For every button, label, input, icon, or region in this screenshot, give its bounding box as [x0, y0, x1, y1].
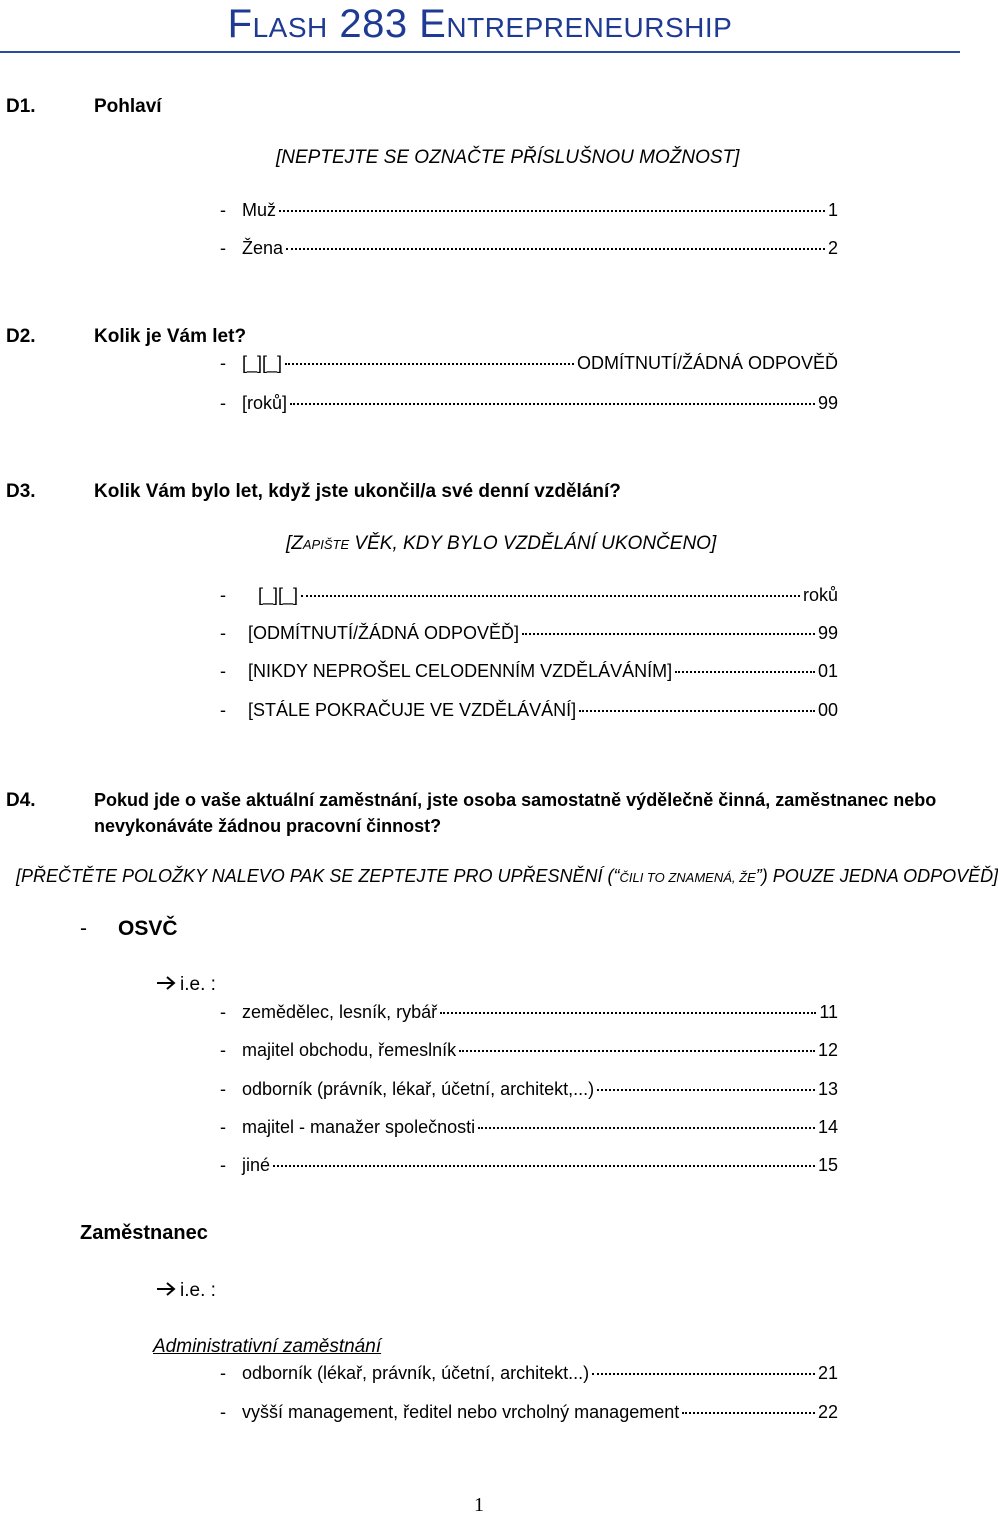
option-dash: -	[220, 1402, 226, 1422]
option-d4-21[interactable]	[220, 1363, 838, 1384]
leader-dots	[579, 710, 815, 712]
option-code: 99	[817, 393, 838, 413]
option-label: odborník (lékař, právník, účetní, architekt...)	[242, 1363, 590, 1383]
option-code: 1	[827, 200, 838, 220]
arrow-right-icon	[156, 974, 180, 996]
leader-dots	[440, 1012, 816, 1014]
leader-dots	[301, 595, 800, 597]
option-d2-years[interactable]	[220, 393, 838, 414]
option-code: roků	[802, 585, 838, 605]
employee-heading: Zaměstnanec	[80, 1222, 208, 1244]
option-d3-refused[interactable]	[220, 623, 838, 644]
option-code: 12	[817, 1040, 838, 1060]
leader-dots	[597, 1089, 815, 1091]
option-dash: -	[220, 1002, 226, 1022]
question-number-d4: D4.	[6, 790, 36, 811]
leader-dots	[522, 633, 815, 635]
osvc-heading	[80, 917, 178, 941]
option-code: 01	[817, 661, 838, 681]
instruction-d4-a: [PŘEČTĚTE POLOŽKY NALEVO PAK SE ZEPTEJTE PRO UPŘESNĚNÍ (“	[16, 866, 620, 886]
option-label: odborník (právník, lékař, účetní, architekt,...)	[242, 1079, 595, 1099]
option-label: zemědělec, lesník, rybář	[242, 1002, 438, 1022]
question-number-d2: D2.	[6, 326, 36, 347]
question-text-d4-line1: Pokud jde o vaše aktuální zaměstnání, jste osoba samostatně výdělečně činná, zaměstnanec nebo	[94, 790, 937, 810]
instruction-d4-b: ”) POUZE JEDNA ODPOVĚĎ]	[755, 866, 998, 886]
option-code: 13	[817, 1079, 838, 1099]
page-number: 1	[474, 1494, 484, 1516]
instruction-d1: [NEPTEJTE SE OZNAČTE PŘÍSLUŠNOU MOŽNOST]	[276, 147, 740, 168]
option-dash: -	[220, 1040, 226, 1060]
option-d4-14[interactable]	[220, 1117, 838, 1138]
instruction-d3-rest: VĚK, KDY BYLO VZDĚLÁNÍ UKONČENO]	[349, 533, 717, 554]
leader-dots	[286, 248, 825, 250]
ie-employee	[156, 1280, 216, 1302]
option-dash: -	[220, 623, 226, 643]
option-label: [NIKDY NEPROŠEL CELODENNÍM VZDĚLÁVÁNÍM]	[248, 661, 673, 681]
option-d3-still[interactable]	[220, 700, 838, 721]
option-d4-11[interactable]	[220, 1002, 838, 1023]
option-d4-12[interactable]	[220, 1040, 838, 1061]
option-label: [STÁLE POKRAČUJE VE VZDĚLÁVÁNÍ]	[248, 700, 577, 720]
ie-label: i.e. :	[180, 1280, 216, 1301]
leader-dots	[675, 671, 815, 673]
osvc-dash: -	[80, 917, 87, 940]
instruction-d4-small: ČILI TO ZNAMENÁ, ŽE	[619, 870, 756, 885]
option-d4-15[interactable]	[220, 1155, 838, 1176]
option-dash: -	[220, 1155, 226, 1175]
option-code: 00	[817, 700, 838, 720]
option-dash: -	[220, 238, 226, 258]
option-label: [roků]	[242, 393, 288, 413]
option-label: [ODMÍTNUTÍ/ŽÁDNÁ ODPOVĚĎ]	[248, 623, 520, 643]
option-label: majitel obchodu, řemeslník	[242, 1040, 457, 1060]
option-label: [_][_]	[242, 353, 283, 373]
option-d1-male[interactable]	[220, 200, 838, 221]
question-text-d3: Kolik Vám bylo let, když jste ukončil/a své denní vzdělání?	[94, 481, 621, 502]
leader-dots	[279, 210, 825, 212]
option-code: 22	[817, 1402, 838, 1422]
leader-dots	[273, 1165, 815, 1167]
option-d4-22[interactable]	[220, 1402, 838, 1423]
option-code: 21	[817, 1363, 838, 1383]
option-code: 99	[817, 623, 838, 643]
option-dash: -	[220, 661, 226, 681]
question-number-d3: D3.	[6, 481, 36, 502]
option-code: ODMÍTNUTÍ/ŽÁDNÁ ODPOVĚĎ	[576, 353, 838, 373]
option-d4-13[interactable]	[220, 1079, 838, 1100]
option-code: 14	[817, 1117, 838, 1137]
ie-osvc	[156, 974, 216, 996]
question-text-d2: Kolik je Vám let?	[94, 326, 247, 347]
option-dash: -	[220, 1079, 226, 1099]
ie-label: i.e. :	[180, 974, 216, 995]
option-dash: -	[220, 200, 226, 220]
option-dash: -	[220, 353, 226, 373]
leader-dots	[592, 1373, 815, 1375]
instruction-d3-small: APIŠTE	[302, 537, 350, 552]
option-label: majitel - manažer společnosti	[242, 1117, 476, 1137]
option-dash: -	[220, 1117, 226, 1137]
leader-dots	[290, 403, 815, 405]
osvc-label: OSVČ	[118, 917, 178, 940]
option-label: jiné	[242, 1155, 271, 1175]
instruction-d3-first: [Z	[286, 533, 303, 554]
leader-dots	[285, 363, 574, 365]
option-dash: -	[220, 1363, 226, 1383]
option-dash: -	[220, 585, 226, 605]
option-d3-never[interactable]	[220, 661, 838, 682]
option-label: Žena	[242, 238, 284, 258]
option-code: 15	[817, 1155, 838, 1175]
leader-dots	[459, 1050, 815, 1052]
option-d3-age[interactable]	[220, 585, 838, 606]
option-d1-female[interactable]	[220, 238, 838, 259]
leader-dots	[478, 1127, 815, 1129]
arrow-right-icon	[156, 1280, 180, 1302]
option-code: 2	[827, 238, 838, 258]
question-text-d4-line2: nevykonáváte žádnou pracovní činnost?	[94, 816, 442, 836]
option-code: 11	[819, 1002, 838, 1022]
question-text-d1: Pohlaví	[94, 96, 162, 117]
option-label: vyšší management, ředitel nebo vrcholný management	[242, 1402, 680, 1422]
option-label: Muž	[242, 200, 277, 220]
page-title: Flash 283 Entrepreneurship	[0, 2, 960, 53]
instruction-d4	[16, 866, 998, 887]
question-number-d1: D1.	[6, 96, 36, 117]
leader-dots	[682, 1412, 815, 1414]
option-d2-age[interactable]	[220, 353, 838, 374]
option-dash: -	[220, 393, 226, 413]
option-dash: -	[220, 700, 226, 720]
admin-heading: Administrativní zaměstnání	[153, 1336, 382, 1357]
instruction-d3	[286, 533, 716, 555]
option-label: [_][_]	[258, 585, 299, 605]
